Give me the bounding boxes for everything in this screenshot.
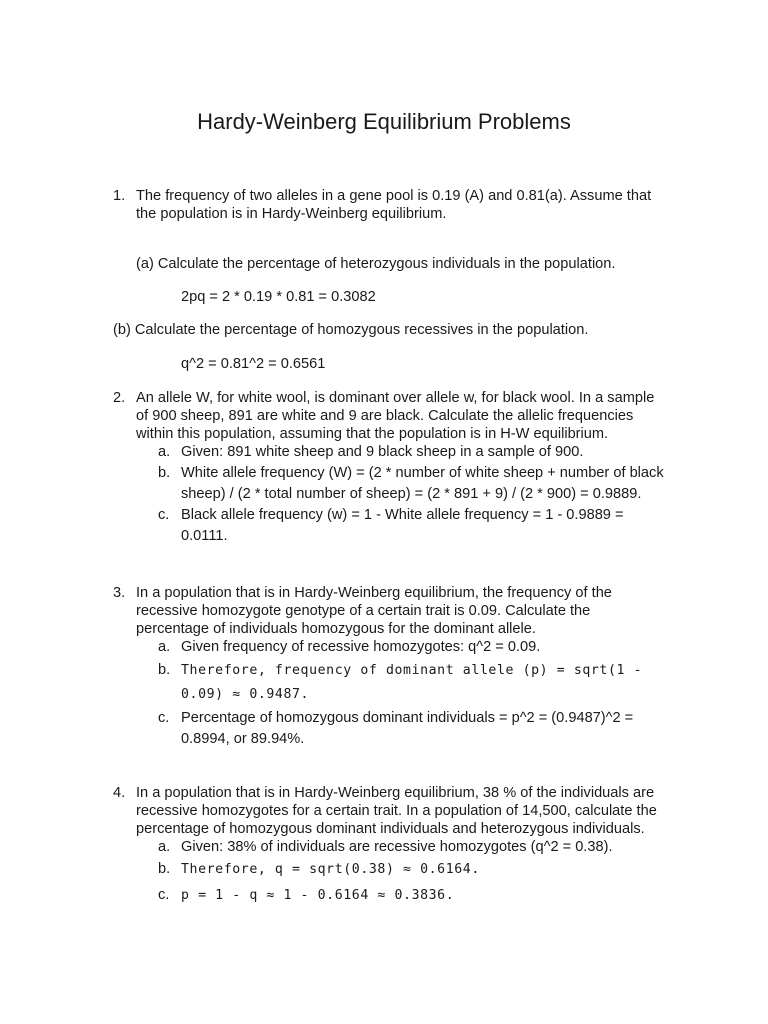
q2-item-b-label: b. (158, 465, 171, 481)
q3-item-b-line-1: Therefore, frequency of dominant allele (p) = sqrt(1 - (181, 663, 643, 678)
q4-text-line-2: recessive homozygotes for a certain trait. In a population of 14,500, calculate the (136, 803, 657, 819)
q2-item-c-line-2: 0.0111. (181, 528, 228, 544)
q3-text-line-1: In a population that is in Hardy-Weinberg equilibrium, the frequency of the (136, 585, 612, 601)
q4-item-b-line-1: Therefore, q = sqrt(0.38) ≈ 0.6164. (181, 862, 480, 877)
q2-item-a-line-1: Given: 891 white sheep and 9 black sheep in a sample of 900. (181, 444, 584, 460)
q1-text-line-1: The frequency of two alleles in a gene pool is 0.19 (A) and 0.81(a). Assume that (136, 188, 652, 204)
q3-text-line-2: recessive homozygote genotype of a certain trait is 0.09. Calculate the (136, 603, 591, 619)
q4-text-line-3: percentage of homozygous dominant individuals and heterozygous individuals. (136, 821, 645, 837)
q2-item-c-line-1: Black allele frequency (w) = 1 - White allele frequency = 1 - 0.9889 = (181, 507, 624, 523)
q3-text-line-3: percentage of individuals homozygous for the dominant allele. (136, 621, 536, 637)
q3-item-a-line-1: Given frequency of recessive homozygotes: q^2 = 0.09. (181, 639, 541, 655)
q2-text-line-3: within this population, assuming that the population is in H-W equilibrium. (136, 426, 609, 442)
q2-item-b-line-1: White allele frequency (W) = (2 * number of white sheep + number of black (181, 465, 664, 481)
q3-number: 3. (113, 585, 126, 601)
q2-item-b-line-2: sheep) / (2 * total number of sheep) = (2 * 891 + 9) / (2 * 900) = 0.9889. (181, 486, 642, 502)
q1-text-line-2: the population is in Hardy-Weinberg equilibrium. (136, 206, 447, 222)
q1-part-a-answer: 2pq = 2 * 0.19 * 0.81 = 0.3082 (181, 289, 376, 305)
q2-item-a-label: a. (158, 444, 171, 460)
q3-item-c-label: c. (158, 710, 170, 726)
q2-number: 2. (113, 390, 126, 406)
q3-item-b-label: b. (158, 662, 171, 678)
q4-number: 4. (113, 785, 126, 801)
q4-item-c-line-1: p = 1 - q ≈ 1 - 0.6164 ≈ 0.3836. (181, 888, 455, 903)
q4-item-c-label: c. (158, 887, 170, 903)
q3-item-c-line-1: Percentage of homozygous dominant individuals = p^2 = (0.9487)^2 = (181, 710, 634, 726)
q1-part-a-question: (a) Calculate the percentage of heterozygous individuals in the population. (136, 256, 616, 272)
q3-item-c-line-2: 0.8994, or 89.94%. (181, 731, 305, 747)
q1-part-b-question: (b) Calculate the percentage of homozygous recessives in the population. (113, 322, 589, 338)
q2-item-c-label: c. (158, 507, 170, 523)
q2-text-line-2: of 900 sheep, 891 are white and 9 are black. Calculate the allelic frequencies (136, 408, 634, 424)
q4-text-line-1: In a population that is in Hardy-Weinberg equilibrium, 38 % of the individuals are (136, 785, 655, 801)
q1-part-b-answer: q^2 = 0.81^2 = 0.6561 (181, 356, 326, 372)
document-title: Hardy-Weinberg Equilibrium Problems (197, 109, 571, 134)
q3-item-b-line-2: 0.09) ≈ 0.9487. (181, 687, 310, 702)
q3-item-a-label: a. (158, 639, 171, 655)
q4-item-a-line-1: Given: 38% of individuals are recessive homozygotes (q^2 = 0.38). (181, 839, 613, 855)
q4-item-b-label: b. (158, 861, 171, 877)
q1-number: 1. (113, 188, 126, 204)
q4-item-a-label: a. (158, 839, 171, 855)
q2-text-line-1: An allele W, for white wool, is dominant over allele w, for black wool. In a sample (136, 390, 655, 406)
